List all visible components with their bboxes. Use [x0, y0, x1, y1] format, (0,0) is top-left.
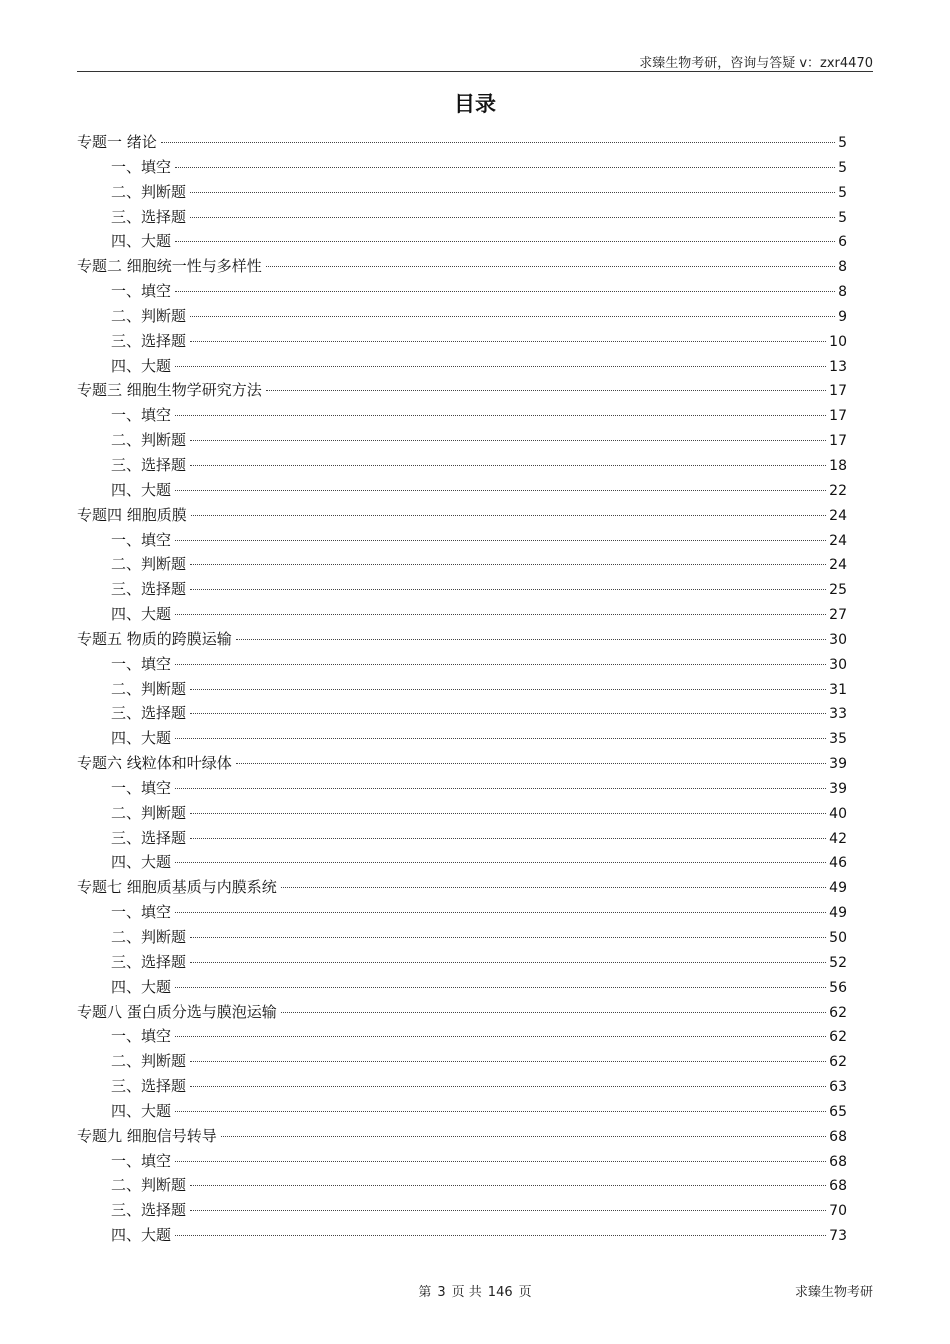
toc-subsection-entry[interactable] [77, 329, 847, 354]
toc-entry-label: 四、大题 [111, 853, 172, 872]
toc-entry-page-number: 30 [829, 656, 847, 673]
toc-subsection-entry[interactable] [77, 826, 847, 851]
toc-entry-page-number: 13 [829, 358, 847, 375]
footer-total-pages: 146 [487, 1285, 513, 1300]
toc-entry-label: 三、选择题 [111, 952, 187, 971]
toc-entry-label: 四、大题 [111, 356, 172, 375]
footer-brand-text: 求臻生物考研 [794, 1285, 873, 1300]
footer-page-mid: 页 共 [451, 1285, 482, 1300]
toc-dot-leader [175, 1161, 826, 1162]
toc-chapter-entry[interactable] [77, 254, 847, 279]
toc-subsection-entry[interactable] [77, 925, 847, 950]
toc-dot-leader [190, 937, 826, 938]
toc-entry-label: 四、大题 [111, 1226, 172, 1245]
toc-entry-label: 二、判断题 [111, 679, 187, 698]
toc-entry-label: 三、选择题 [111, 455, 187, 474]
toc-dot-leader [190, 341, 826, 342]
toc-dot-leader [190, 589, 826, 590]
toc-subsection-entry[interactable] [77, 577, 847, 602]
toc-entry-page-number: 46 [829, 855, 847, 872]
page-header-text: 求臻生物考研，咨询与答疑 v：zxr4470 [639, 56, 873, 71]
toc-entry-label: 二、判断题 [111, 1176, 187, 1195]
toc-dot-leader [175, 664, 826, 665]
toc-dot-leader [190, 713, 826, 714]
toc-entry-label: 二、判断题 [111, 928, 187, 946]
toc-entry-label: 四、大题 [111, 729, 172, 748]
toc-entry-label: 专题一 绪论 [77, 133, 157, 151]
toc-dot-leader [175, 738, 826, 739]
toc-subsection-entry[interactable] [77, 726, 847, 751]
toc-entry-page-number: 17 [829, 383, 847, 400]
toc-subsection-entry[interactable] [77, 1223, 847, 1248]
toc-entry-page-number: 5 [838, 184, 847, 201]
toc-entry-page-number: 56 [829, 979, 847, 996]
toc-dot-leader [281, 1012, 826, 1013]
toc-entry-page-number: 24 [829, 532, 847, 549]
toc-entry-label: 三、选择题 [111, 828, 187, 847]
toc-entry-page-number: 40 [829, 805, 847, 822]
toc-dot-leader [175, 167, 835, 168]
toc-entry-label: 二、判断题 [111, 306, 187, 325]
toc-entry-page-number: 52 [829, 954, 847, 971]
toc-dot-leader [175, 614, 826, 615]
toc-entry-label: 二、判断题 [111, 431, 187, 450]
toc-entry-page-number: 24 [829, 507, 847, 524]
toc-subsection-entry[interactable] [77, 701, 847, 726]
toc-entry-label: 专题七 细胞质基质与内膜系统 [77, 878, 277, 897]
toc-subsection-entry[interactable] [77, 552, 847, 577]
toc-entry-label: 一、填空 [111, 406, 172, 425]
toc-subsection-entry[interactable] [77, 1173, 847, 1198]
toc-entry-page-number: 5 [838, 135, 847, 151]
toc-entry-page-number: 24 [829, 557, 847, 574]
toc-chapter-entry[interactable] [77, 875, 847, 900]
toc-entry-label: 专题五 物质的跨膜运输 [77, 629, 232, 648]
toc-entry-page-number: 31 [829, 681, 847, 698]
toc-dot-leader [221, 1136, 826, 1137]
toc-subsection-entry[interactable] [77, 652, 847, 677]
toc-dot-leader [191, 515, 826, 516]
toc-entry-label: 四、大题 [111, 232, 172, 251]
toc-entry-page-number: 8 [838, 284, 847, 301]
toc-subsection-entry[interactable] [77, 1149, 847, 1174]
toc-dot-leader [190, 962, 826, 963]
toc-entry-label: 专题三 细胞生物学研究方法 [77, 381, 262, 400]
toc-dot-leader [175, 490, 826, 491]
toc-dot-leader [175, 1111, 826, 1112]
toc-chapter-entry[interactable] [77, 627, 847, 652]
toc-entry-page-number: 73 [829, 1228, 847, 1245]
toc-dot-leader [190, 838, 826, 839]
toc-entry-label: 一、填空 [111, 1027, 172, 1046]
toc-entry-label: 四、大题 [111, 605, 172, 624]
toc-dot-leader [175, 540, 826, 541]
toc-entry-page-number: 62 [829, 1029, 847, 1046]
toc-subsection-entry[interactable] [77, 155, 847, 180]
toc-subsection-entry[interactable] [77, 1074, 847, 1099]
toc-entry-page-number: 8 [838, 259, 847, 276]
toc-entry-page-number: 49 [829, 880, 847, 897]
toc-chapter-entry[interactable] [77, 1124, 847, 1149]
toc-entry-label: 专题二 细胞统一性与多样性 [77, 257, 262, 276]
toc-chapter-entry[interactable] [77, 130, 847, 155]
toc-subsection-entry[interactable] [77, 900, 847, 925]
toc-entry-label: 一、填空 [111, 1151, 172, 1170]
toc-entry-page-number: 5 [838, 159, 847, 176]
toc-entry-label: 四、大题 [111, 1101, 172, 1120]
toc-entry-page-number: 49 [829, 905, 847, 922]
footer-page-prefix: 第 [418, 1285, 432, 1300]
toc-entry-page-number: 63 [829, 1079, 847, 1096]
toc-entry-label: 二、判断题 [111, 182, 187, 201]
toc-dot-leader [190, 440, 826, 441]
toc-subsection-entry[interactable] [77, 1024, 847, 1049]
toc-entry-page-number: 35 [829, 731, 847, 748]
toc-dot-leader [175, 291, 835, 292]
toc-chapter-entry[interactable] [77, 503, 847, 528]
toc-entry-page-number: 10 [829, 333, 847, 350]
header-divider [77, 71, 873, 72]
toc-entry-label: 四、大题 [111, 977, 172, 996]
toc-subsection-entry[interactable] [77, 850, 847, 875]
toc-entry-label: 四、大题 [111, 480, 172, 499]
toc-subsection-entry[interactable] [77, 1198, 847, 1223]
toc-dot-leader [190, 1210, 826, 1211]
toc-entry-label: 专题九 细胞信号转导 [77, 1126, 217, 1145]
toc-entry-label: 二、判断题 [111, 1052, 187, 1071]
toc-entry-page-number: 33 [829, 706, 847, 723]
toc-entry-page-number: 17 [829, 433, 847, 450]
toc-dot-leader [190, 217, 835, 218]
toc-entry-page-number: 62 [829, 1054, 847, 1071]
toc-dot-leader [175, 366, 826, 367]
toc-subsection-entry[interactable] [77, 279, 847, 304]
toc-subsection-entry[interactable] [77, 975, 847, 1000]
toc-entry-page-number: 68 [829, 1178, 847, 1195]
toc-dot-leader [190, 316, 835, 317]
toc-entry-page-number: 70 [829, 1203, 847, 1220]
toc-entry-label: 一、填空 [111, 157, 172, 176]
toc-dot-leader [190, 192, 835, 193]
toc-dot-leader [175, 862, 826, 863]
toc-subsection-entry[interactable] [77, 229, 847, 254]
toc-dot-leader [266, 266, 835, 267]
toc-dot-leader [190, 1061, 826, 1062]
toc-dot-leader [190, 564, 826, 565]
toc-entry-label: 一、填空 [111, 903, 172, 922]
toc-entry-label: 一、填空 [111, 530, 172, 549]
toc-entry-page-number: 42 [829, 830, 847, 847]
toc-entry-page-number: 25 [829, 582, 847, 599]
toc-dot-leader [175, 987, 826, 988]
toc-entry-page-number: 5 [838, 209, 847, 226]
toc-entry-page-number: 9 [838, 308, 847, 325]
toc-dot-leader [175, 1036, 826, 1037]
toc-entry-page-number: 18 [829, 457, 847, 474]
toc-entry-label: 三、选择题 [111, 704, 187, 723]
table-of-contents [77, 130, 847, 1248]
toc-entry-label: 二、判断题 [111, 555, 187, 574]
toc-dot-leader [190, 1185, 826, 1186]
toc-dot-leader [190, 813, 826, 814]
toc-dot-leader [161, 142, 835, 143]
toc-entry-page-number: 65 [829, 1103, 847, 1120]
toc-dot-leader [190, 465, 826, 466]
toc-dot-leader [175, 912, 826, 913]
toc-subsection-entry[interactable] [77, 950, 847, 975]
toc-entry-label: 二、判断题 [111, 803, 187, 822]
toc-chapter-entry[interactable] [77, 751, 847, 776]
toc-entry-label: 专题四 细胞质膜 [77, 505, 187, 524]
toc-entry-label: 专题六 线粒体和叶绿体 [77, 754, 232, 773]
toc-dot-leader [175, 415, 826, 416]
toc-entry-label: 一、填空 [111, 778, 172, 797]
toc-entry-label: 三、选择题 [111, 331, 187, 350]
toc-subsection-entry[interactable] [77, 428, 847, 453]
toc-entry-page-number: 39 [829, 780, 847, 797]
toc-entry-label: 三、选择题 [111, 1201, 187, 1220]
toc-subsection-entry[interactable] [77, 528, 847, 553]
toc-dot-leader [175, 788, 826, 789]
toc-subsection-entry[interactable] [77, 776, 847, 801]
toc-subsection-entry[interactable] [77, 1099, 847, 1124]
toc-chapter-entry[interactable] [77, 378, 847, 403]
toc-dot-leader [236, 763, 826, 764]
toc-dot-leader [175, 241, 835, 242]
toc-entry-page-number: 30 [829, 631, 847, 648]
toc-dot-leader [281, 887, 826, 888]
footer-page-suffix: 页 [518, 1285, 532, 1300]
toc-entry-page-number: 22 [829, 482, 847, 499]
toc-entry-page-number: 68 [829, 1128, 847, 1145]
toc-subsection-entry[interactable] [77, 453, 847, 478]
toc-chapter-entry[interactable] [77, 1000, 847, 1025]
toc-subsection-entry[interactable] [77, 180, 847, 205]
toc-entry-page-number: 6 [838, 234, 847, 251]
toc-entry-page-number: 68 [829, 1153, 847, 1170]
toc-entry-label: 三、选择题 [111, 1077, 187, 1096]
toc-subsection-entry[interactable] [77, 403, 847, 428]
toc-entry-label: 一、填空 [111, 654, 172, 673]
toc-entry-page-number: 17 [829, 408, 847, 425]
toc-subsection-entry[interactable] [77, 354, 847, 379]
toc-entry-label: 三、选择题 [111, 207, 187, 226]
toc-dot-leader [190, 1086, 826, 1087]
toc-subsection-entry[interactable] [77, 602, 847, 627]
toc-dot-leader [175, 1235, 826, 1236]
toc-subsection-entry[interactable] [77, 677, 847, 702]
toc-entry-page-number: 50 [829, 930, 847, 946]
page-title: 目录 [454, 92, 496, 116]
toc-entry-page-number: 39 [829, 756, 847, 773]
toc-entry-label: 一、填空 [111, 282, 172, 301]
toc-entry-label: 专题八 蛋白质分选与膜泡运输 [77, 1002, 277, 1021]
toc-entry-page-number: 27 [829, 607, 847, 624]
toc-dot-leader [266, 390, 826, 391]
toc-entry-label: 三、选择题 [111, 580, 187, 599]
toc-subsection-entry[interactable] [77, 478, 847, 503]
toc-entry-page-number: 62 [829, 1004, 847, 1021]
footer-current-page: 3 [437, 1285, 446, 1300]
toc-subsection-entry[interactable] [77, 304, 847, 329]
toc-subsection-entry[interactable] [77, 1049, 847, 1074]
toc-dot-leader [236, 639, 826, 640]
toc-dot-leader [190, 689, 826, 690]
toc-subsection-entry[interactable] [77, 801, 847, 826]
toc-subsection-entry[interactable] [77, 205, 847, 230]
